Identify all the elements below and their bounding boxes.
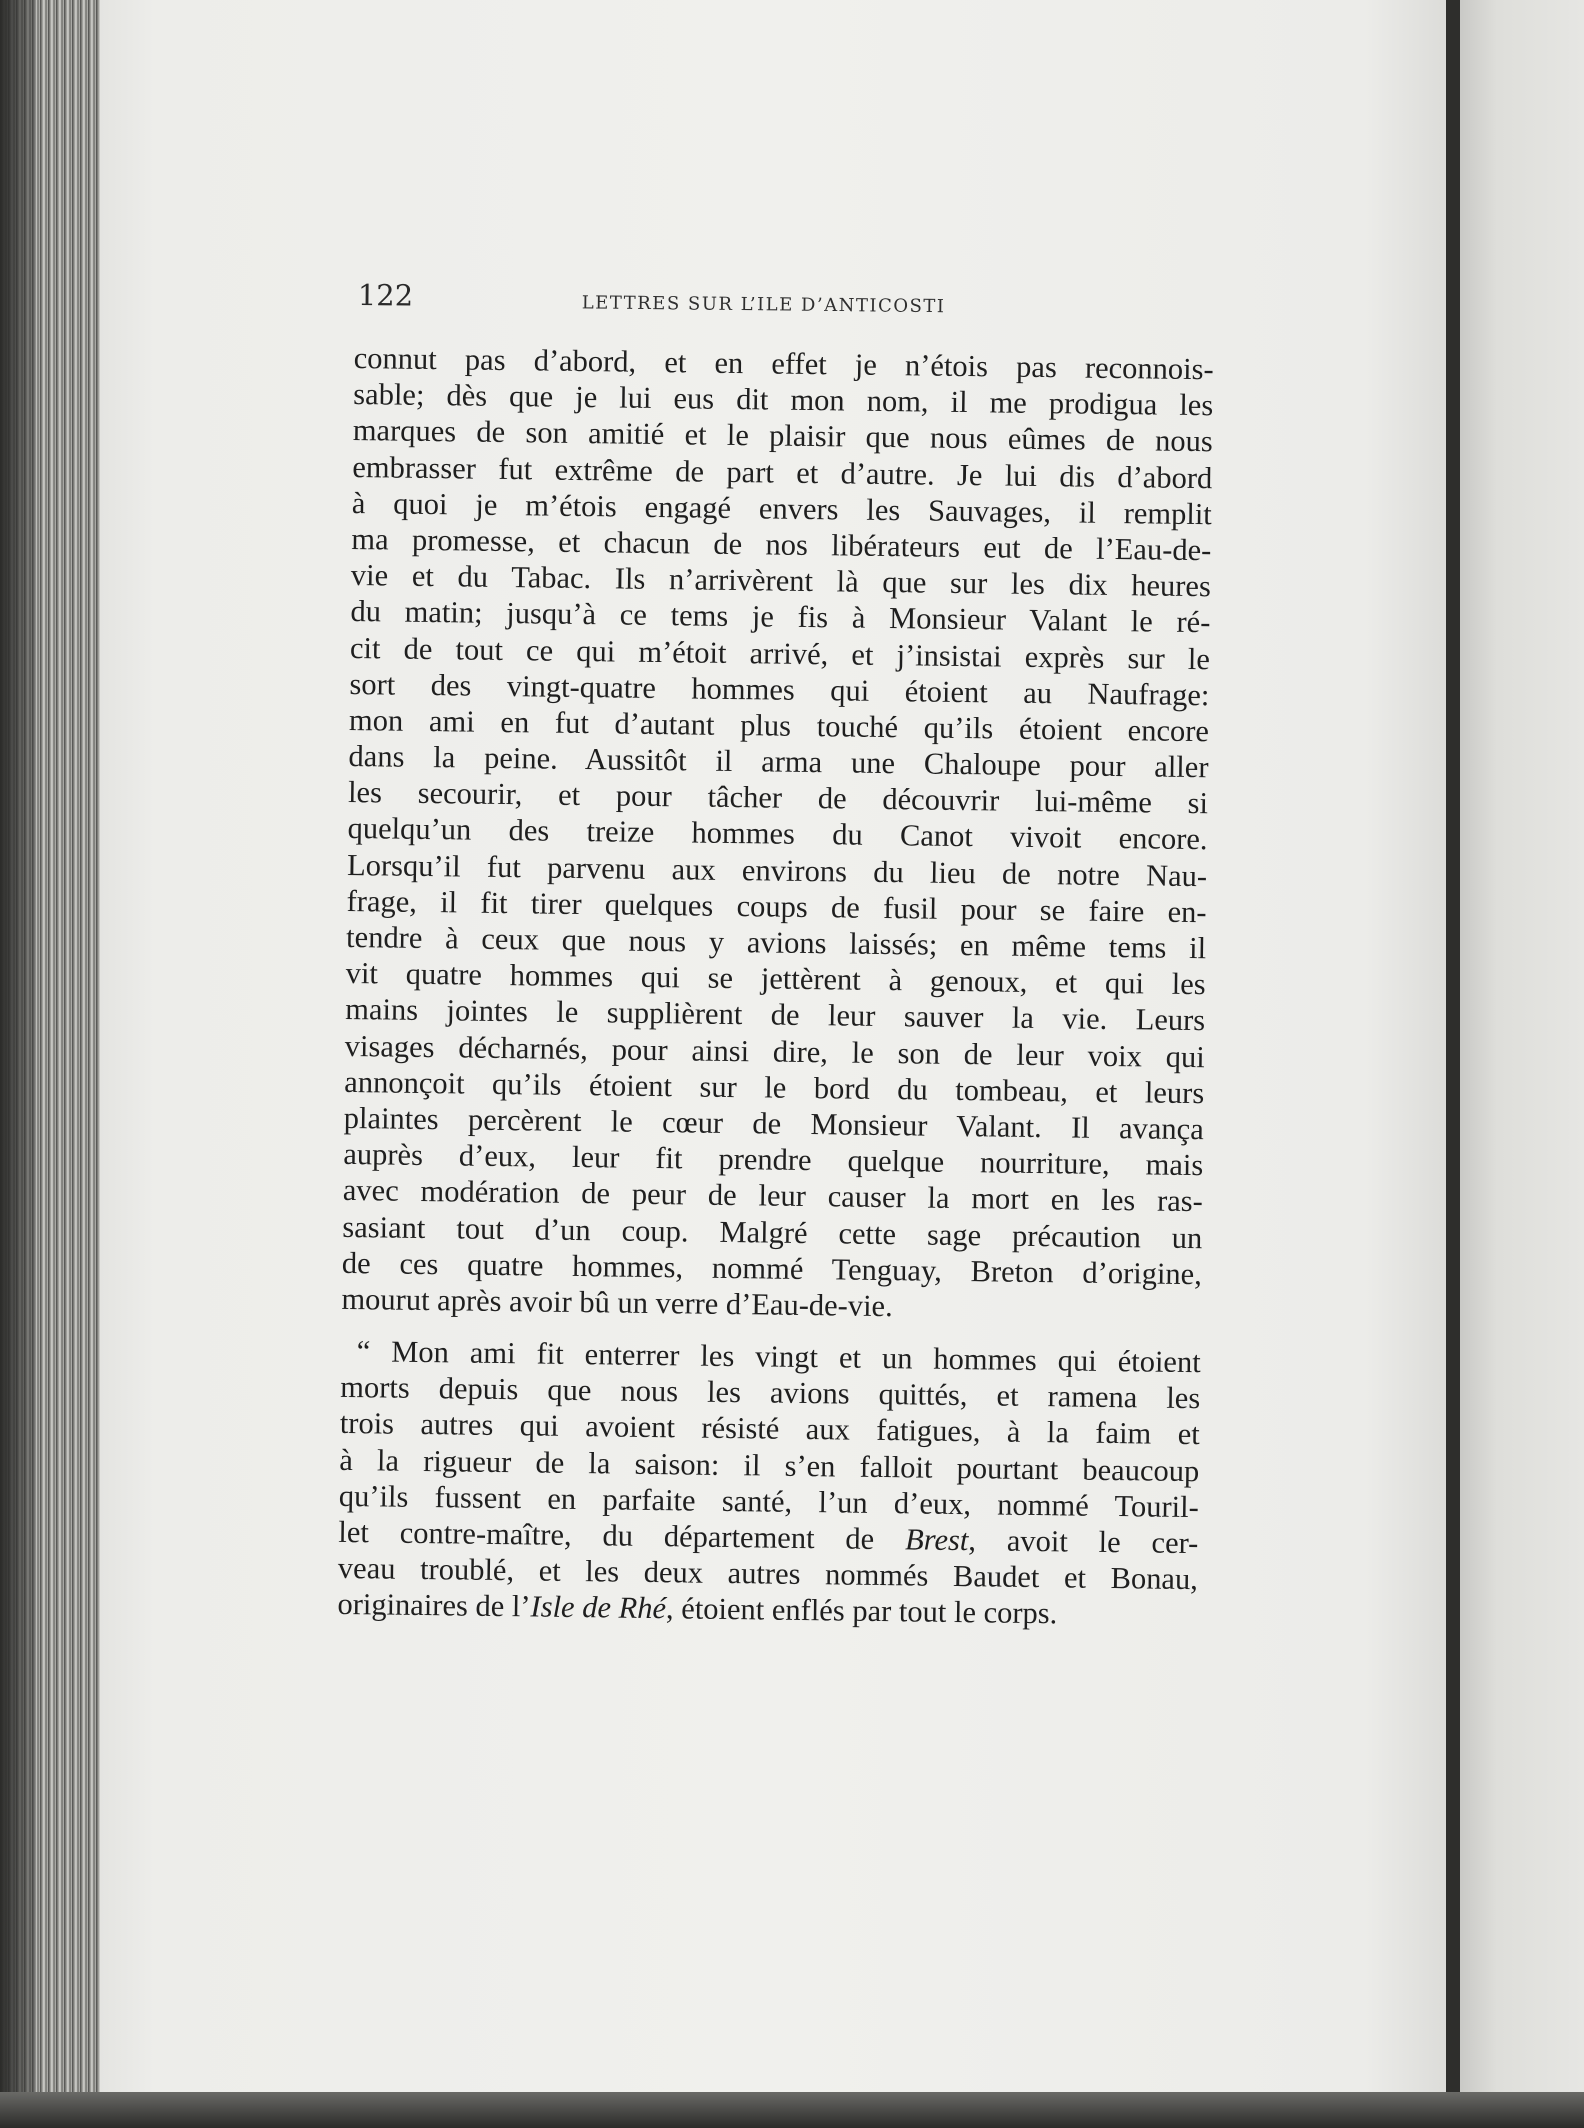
text-line: plaintes percèrent le cœur de Monsieur Valant. Il avança xyxy=(343,1100,1204,1147)
text-line: à la rigueur de la saison: il s’en falloit pourtant beaucoup xyxy=(339,1442,1200,1488)
text-line: embrasser fut extrême de part et d’autre. Je lui dis d’abord xyxy=(352,449,1213,495)
running-title: LETTRES SUR L’ILE D’ANTICOSTI xyxy=(581,292,946,318)
running-head xyxy=(358,278,998,325)
body-text xyxy=(337,340,1214,1634)
text-segment: originaires de l’ xyxy=(337,1587,531,1624)
text-line: qu’ils fussent en parfaite santé, l’un d’eux, nommé Touril- xyxy=(338,1478,1200,1524)
italic-place-name: Isle de Rhé xyxy=(530,1589,667,1626)
text-line: veau troublé, et les deux autres nommés Baudet et Bonau, xyxy=(337,1551,1199,1597)
text-line: ma promesse, et chacun de nos libérateurs eut de l’Eau-de- xyxy=(351,521,1212,568)
text-line: du matin; jusqu’à ce tems je fis à Monsieur Valant le ré- xyxy=(350,594,1211,640)
scan-bottom-border xyxy=(0,2092,1584,2128)
book-edge-shadow xyxy=(0,0,36,2128)
text-line: marques de son amitié et le plaisir que nous eûmes de nous xyxy=(352,413,1213,459)
text-line: morts depuis que nous les avions quittés, et ramena les xyxy=(340,1370,1201,1416)
text-line: sable; dès que je lui eus dit mon nom, il me prodigua les xyxy=(353,377,1214,423)
text-line: “ Mon ami fit enterrer les vingt et un hommes qui étoient xyxy=(356,1334,1201,1380)
page-number: 122 xyxy=(357,278,414,313)
text-line: vie et du Tabac. Ils n’arrivèrent là que sur les dix heures xyxy=(350,558,1212,604)
text-line: dans la peine. Aussitôt il arma une Chaloupe pour aller xyxy=(348,739,1209,785)
text-line: sort des vingt-quatre hommes qui étoient au Naufrage: xyxy=(349,666,1210,712)
text-line: quelqu’un des treize hommes du Canot vivoit encore. xyxy=(347,811,1208,857)
text-line: trois autres qui avoient résisté aux fatigues, à la faim et xyxy=(339,1406,1200,1452)
text-segment: , étoient enflés par tout le corps. xyxy=(665,1591,1058,1631)
text-line: auprès d’eux, leur fit prendre quelque nourriture, mais xyxy=(343,1137,1204,1183)
text-line: cit de tout ce qui m’étoit arrivé, et j’insistai exprès sur le xyxy=(349,630,1211,676)
text-line: mon ami en fut d’autant plus touché qu’ils étoient encore xyxy=(348,702,1210,749)
text-segment: let contre-maître, du département de xyxy=(338,1514,906,1557)
facing-page-edge xyxy=(1460,0,1584,2092)
text-line: annonçoit qu’ils étoient sur le bord du tombeau, et leurs xyxy=(344,1064,1205,1110)
text-line: de ces quatre hommes, nommé Tenguay, Breton d’origine, xyxy=(341,1245,1203,1291)
text-line: avec modération de peur de leur causer la mort en les ras- xyxy=(342,1173,1204,1219)
text-line: à quoi je m’étois engagé envers les Sauvages, il remplit xyxy=(351,485,1213,531)
text-line: les secourir, et pour tâcher de découvrir lui-même si xyxy=(347,775,1209,821)
text-line: tendre à ceux que nous y avions laissés; en même tems il xyxy=(345,919,1207,966)
italic-place-name: Brest xyxy=(904,1522,969,1558)
text-segment: , avoit le cer- xyxy=(968,1523,1199,1561)
text-line: vit quatre hommes qui se jettèrent à genoux, et qui les xyxy=(345,956,1206,1002)
text-line: visages décharnés, pour ainsi dire, le son de leur voix qui xyxy=(344,1028,1205,1074)
book-gutter xyxy=(1446,0,1460,2128)
text-line: mourut après avoir bû un verre d’Eau-de-vie. xyxy=(341,1281,893,1324)
text-line: frage, il fit tirer quelques coups de fusil pour se faire en- xyxy=(346,883,1207,930)
text-line: mains jointes le supplièrent de leur sauver la vie. Leurs xyxy=(345,992,1206,1038)
text-line: sasiant tout d’un coup. Malgré cette sage précaution un xyxy=(342,1209,1203,1255)
text-line: connut pas d’abord, et en effet je n’étois pas reconnois- xyxy=(353,340,1214,387)
text-line: Lorsqu’il fut parvenu aux environs du lieu de notre Nau- xyxy=(346,847,1208,893)
